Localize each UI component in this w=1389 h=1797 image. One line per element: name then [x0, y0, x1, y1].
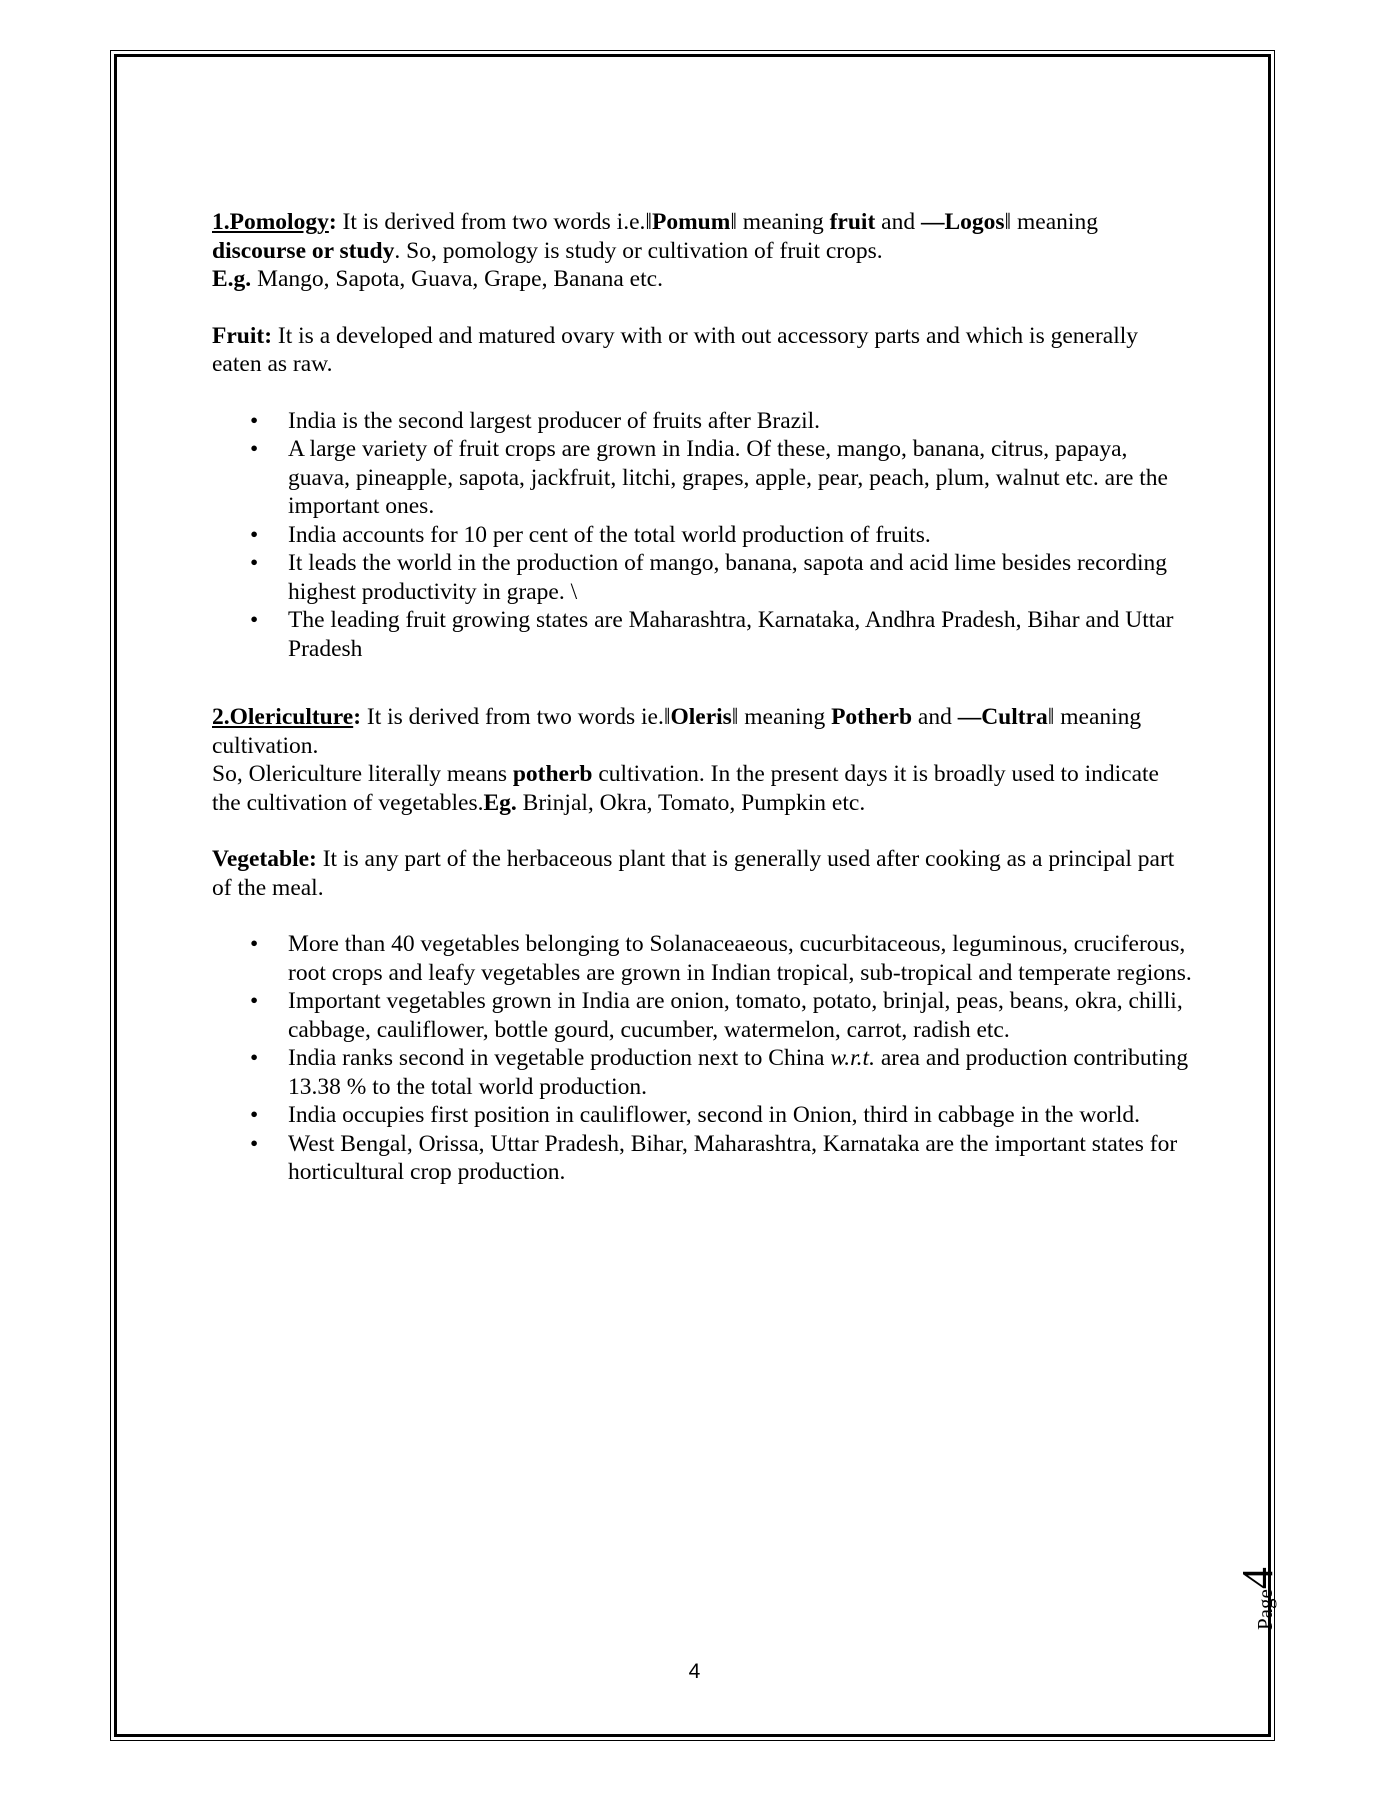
olericulture-heading: 2.Olericulture — [212, 704, 354, 730]
pomology-heading: 1.Pomology — [212, 209, 329, 235]
page-number: 4 — [688, 1660, 701, 1683]
list-item: • India accounts for 10 per cent of the total world production of fruits. — [288, 521, 1192, 550]
pomology-example: E.g. Mango, Sapota, Guava, Grape, Banana etc. — [212, 266, 663, 292]
vegetable-facts-list — [212, 930, 1192, 1187]
list-item: • India occupies first position in cauliflower, second in Onion, third in cabbage in the world. — [288, 1101, 1192, 1130]
fruit-definition: Fruit: It is a developed and matured ovary with or with out accessory parts and which is generally eaten as raw. — [212, 322, 1139, 377]
olericulture-explanation: So, Olericulture literally means potherb cultivation. In the present days it is broadly used to indicate the cultivation of vegetables.Eg. Brinjal, Okra, Tomato, Pumpkin etc. — [212, 761, 1159, 816]
vegetable-definition: Vegetable: It is any part of the herbaceous plant that is generally used after cooking as a principal part of the meal. — [212, 846, 1175, 901]
fruit-facts-list — [212, 407, 1192, 664]
list-item: • More than 40 vegetables belonging to Solanaceaeous, cucurbitaceous, leguminous, cruciferous, root crops and leafy vegetables are grown in Indian tropical, sub-tropical and temperate regions. — [288, 930, 1192, 987]
list-item: • West Bengal, Orissa, Uttar Pradesh, Bihar, Maharashtra, Karnataka are the important states for horticultural crop production. — [288, 1130, 1192, 1187]
list-item: • The leading fruit growing states are Maharashtra, Karnataka, Andhra Pradesh, Bihar and Uttar Pradesh — [288, 606, 1192, 663]
list-item: • Important vegetables grown in India are onion, tomato, potato, brinjal, peas, beans, okra, chilli, cabbage, cauliflower, bottle gourd, cucumber, watermelon, carrot, radish etc. — [288, 987, 1192, 1044]
list-item: • India ranks second in vegetable production next to China w.r.t. area and production contributing 13.38 % to the total world production. — [288, 1044, 1192, 1101]
list-item: • India is the second largest producer of fruits after Brazil. — [288, 407, 1192, 436]
page-margin-label: Page4 — [1233, 1567, 1282, 1630]
list-item: • It leads the world in the production of mango, banana, sapota and acid lime besides recording highest productivity in grape. \ — [288, 549, 1192, 606]
document-body — [212, 208, 1192, 1187]
list-item: • A large variety of fruit crops are grown in India. Of these, mango, banana, citrus, papaya, guava, pineapple, sapota, jackfruit, litchi, grapes, apple, pear, peach, plum, walnut etc. are the important ones. — [288, 435, 1192, 521]
olericulture-paragraph: 2.Olericulture: It is derived from two words ie.‖Oleris‖ meaning Potherb and —Cultra‖ meaning cultivation. — [212, 704, 1142, 759]
pomology-paragraph: 1.Pomology: It is derived from two words i.e.‖Pomum‖ meaning fruit and —Logos‖ meaning discourse or study. So, pomology is study or cultivation of fruit crops. — [212, 209, 1098, 264]
